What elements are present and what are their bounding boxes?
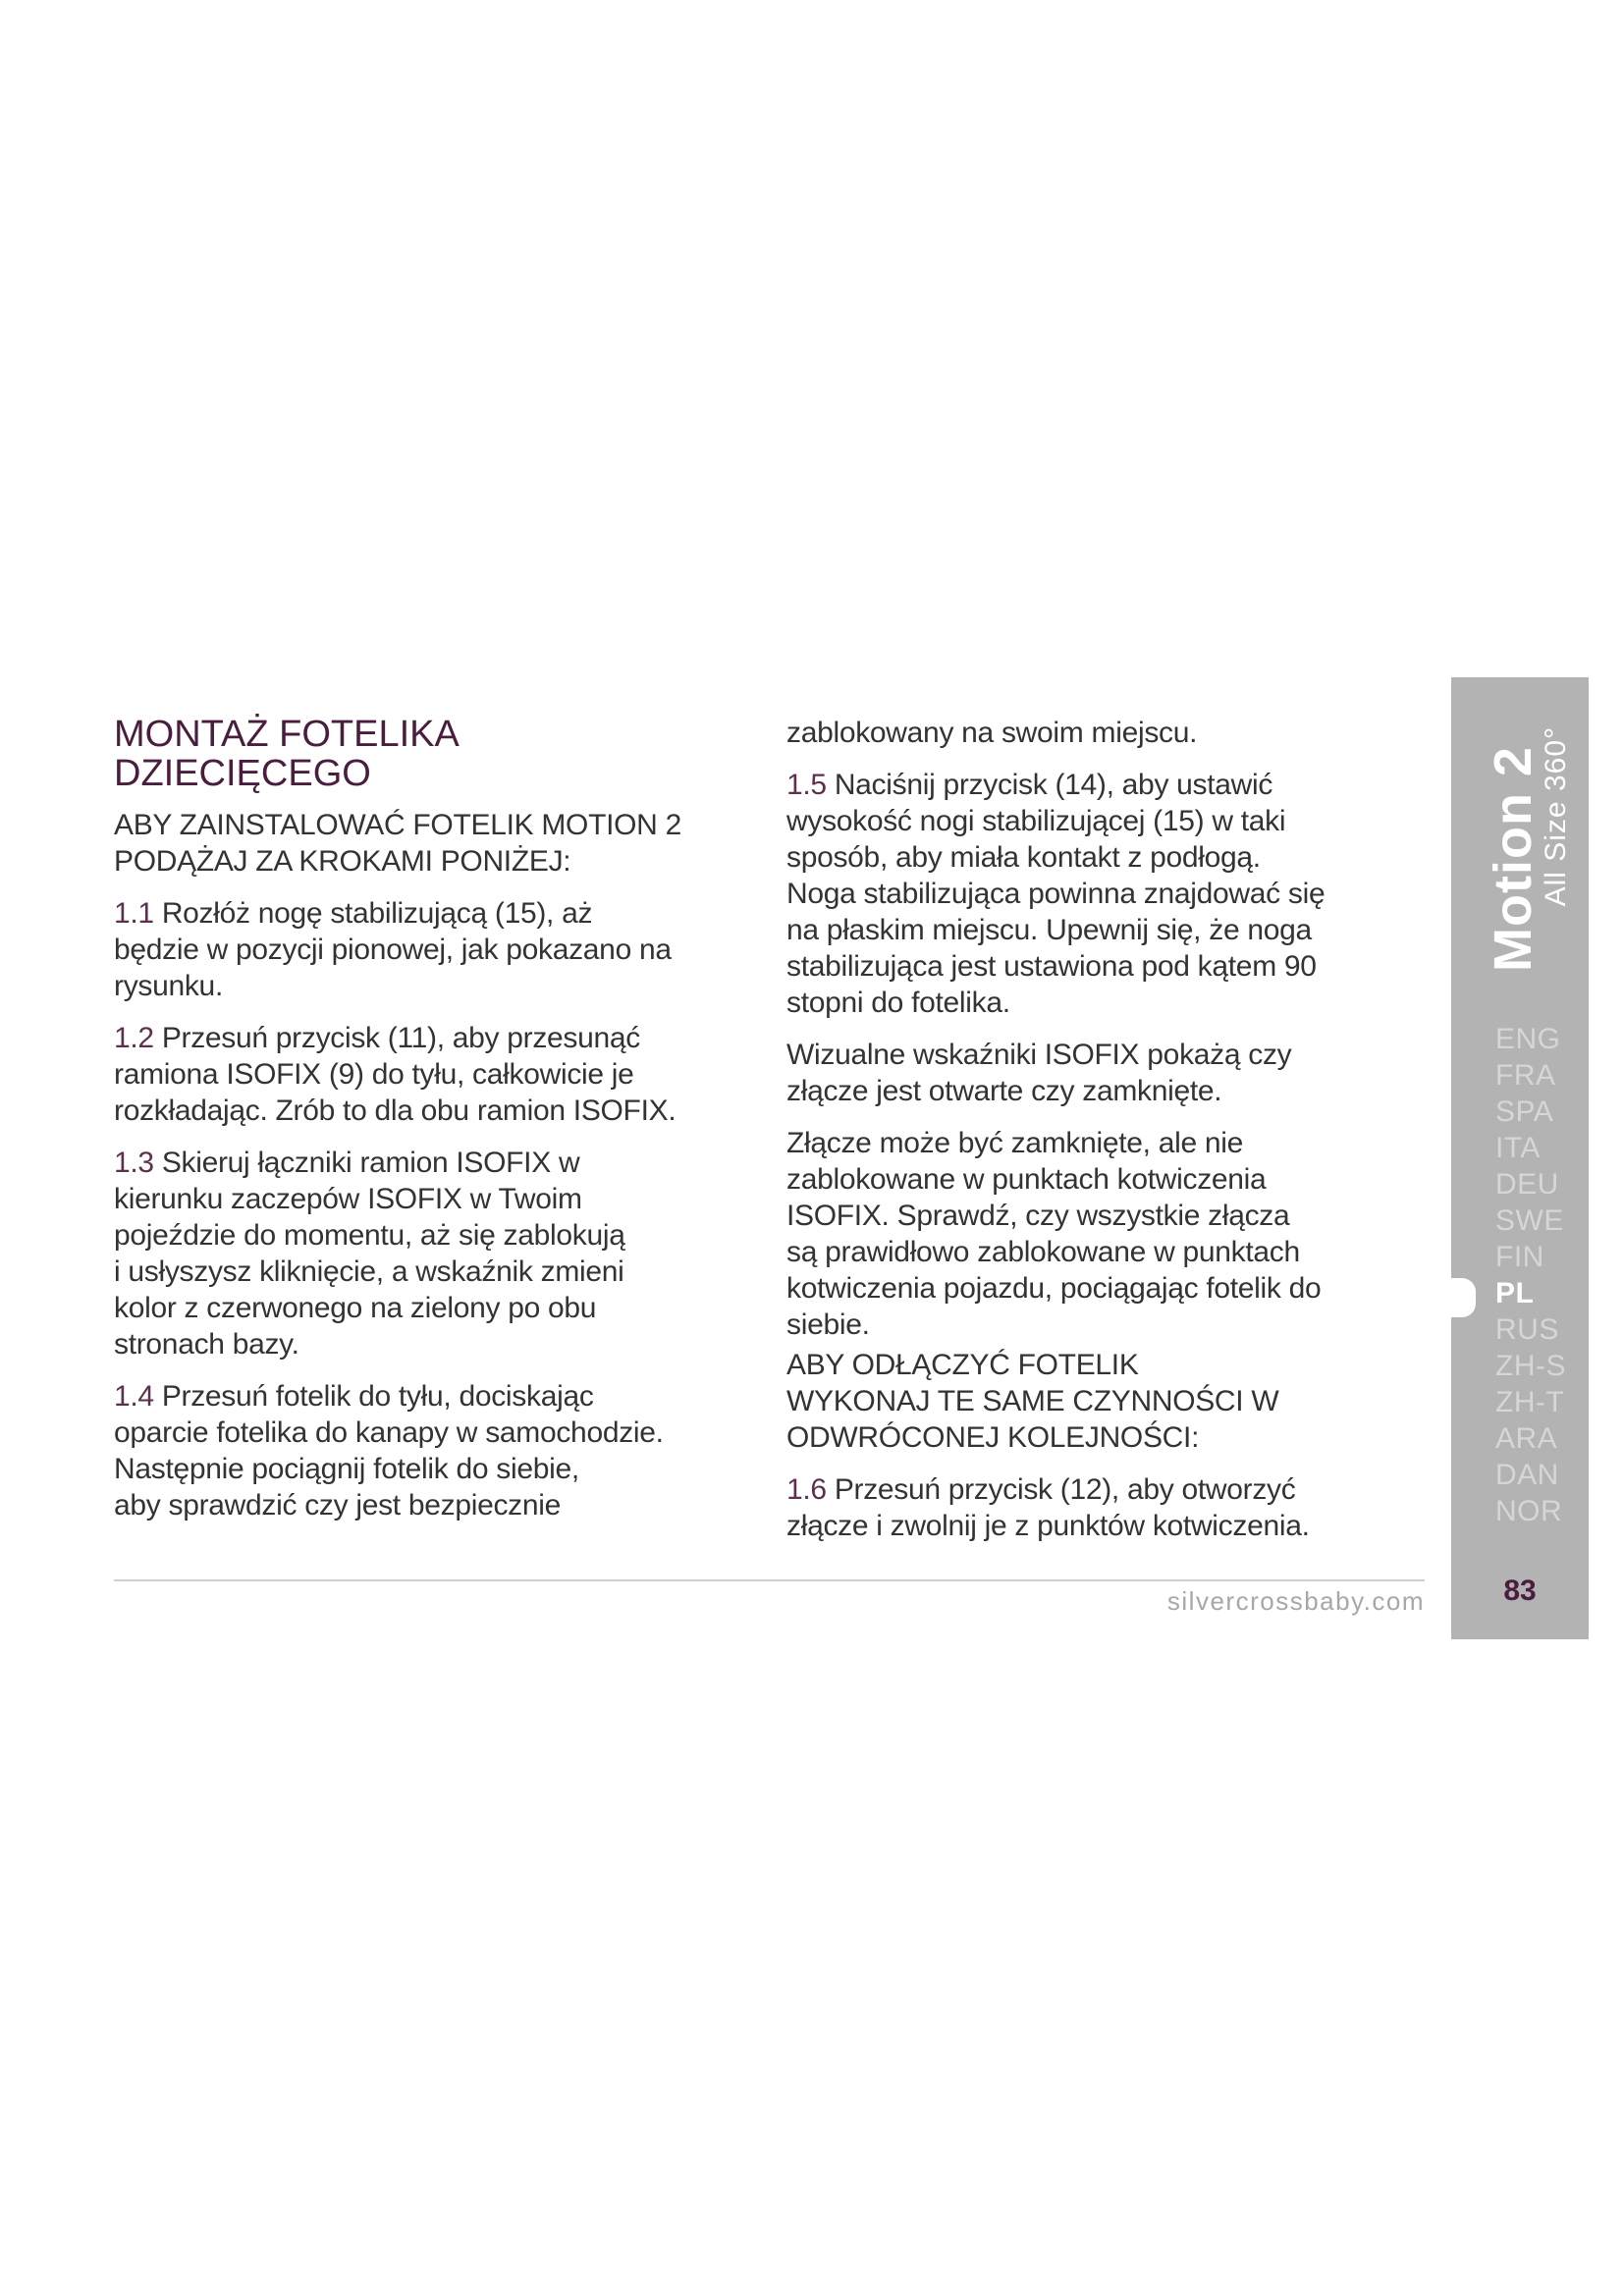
step-text-line: kolor z czerwonego na zielony po obu bbox=[114, 1292, 597, 1324]
paragraph-line: złącze jest otwarte czy zamknięte. bbox=[786, 1075, 1222, 1107]
paragraph-line: są prawidłowo zablokowane w punktach bbox=[786, 1236, 1300, 1268]
active-language-tab bbox=[1436, 1278, 1476, 1317]
step-text-line: oparcie fotelika do kanapy w samochodzie. bbox=[114, 1416, 664, 1449]
intro-heading-line: PODĄŻAJ ZA KROKAMI PONIŻEJ: bbox=[114, 845, 571, 878]
product-model: Motion 2 bbox=[1484, 746, 1543, 972]
detach-heading-line: ODWRÓCONEJ KOLEJNOŚCI: bbox=[786, 1421, 1200, 1454]
step-text-line: stronach bazy. bbox=[114, 1328, 299, 1361]
step-number: 1.3 bbox=[114, 1147, 154, 1179]
paragraph-line: kotwiczenia pojazdu, pociągając fotelik do bbox=[786, 1272, 1322, 1305]
check-paragraph bbox=[786, 1125, 1376, 1343]
language-item[interactable]: ITA bbox=[1495, 1132, 1541, 1164]
language-item[interactable]: ENG bbox=[1495, 1023, 1561, 1055]
language-list bbox=[1495, 1021, 1566, 1529]
language-item-active[interactable]: PL bbox=[1495, 1277, 1535, 1309]
step-1-4 bbox=[114, 1378, 723, 1523]
step-number: 1.6 bbox=[786, 1473, 827, 1506]
language-item[interactable]: DAN bbox=[1495, 1459, 1559, 1491]
language-item[interactable]: ZH-S bbox=[1495, 1350, 1566, 1382]
step-text-line: Przesuń przycisk (11), aby przesunąć bbox=[161, 1022, 640, 1054]
step-text-line: złącze i zwolnij je z punktów kotwiczenia. bbox=[786, 1510, 1310, 1542]
language-item[interactable]: RUS bbox=[1495, 1313, 1559, 1346]
step-text-line: stopni do fotelika. bbox=[786, 987, 1010, 1019]
paragraph-line: ISOFIX. Sprawdź, czy wszystkie złącza bbox=[786, 1200, 1290, 1232]
product-brand bbox=[1483, 726, 1572, 972]
step-text-line: Naciśnij przycisk (14), aby ustawić bbox=[834, 769, 1273, 801]
detach-heading bbox=[786, 1347, 1376, 1456]
detach-heading-line: ABY ODŁĄCZYĆ FOTELIK bbox=[786, 1349, 1139, 1381]
step-text-line: sposób, aby miała kontakt z podłogą. bbox=[786, 841, 1261, 874]
language-item[interactable]: FIN bbox=[1495, 1241, 1544, 1273]
product-subtitle: All Size 360° bbox=[1540, 726, 1572, 907]
page-title-line: DZIECIĘCEGO bbox=[114, 753, 371, 794]
language-item[interactable]: ZH-T bbox=[1495, 1386, 1565, 1418]
step-text-line: będzie w pozycji pionowej, jak pokazano na bbox=[114, 934, 672, 966]
footer-divider bbox=[114, 1579, 1425, 1581]
intro-heading-line: ABY ZAINSTALOWAĆ FOTELIK MOTION 2 bbox=[114, 809, 681, 841]
step-text-line: stabilizująca jest ustawiona pod kątem 90 bbox=[786, 950, 1317, 983]
step-1-6 bbox=[786, 1471, 1376, 1544]
step-number: 1.1 bbox=[114, 897, 154, 930]
language-item[interactable]: ARA bbox=[1495, 1422, 1558, 1455]
step-text-line: rysunku. bbox=[114, 970, 223, 1002]
left-column bbox=[114, 715, 723, 1539]
footer-url: silvercrossbaby.com bbox=[1166, 1586, 1425, 1616]
paragraph-line: Wizualne wskaźniki ISOFIX pokażą czy bbox=[786, 1039, 1292, 1071]
indicators-paragraph bbox=[786, 1037, 1376, 1109]
step-text-line: Przesuń przycisk (12), aby otworzyć bbox=[834, 1473, 1296, 1506]
step-text-line: Rozłóż nogę stabilizującą (15), aż bbox=[161, 897, 593, 930]
step-text-line: ramiona ISOFIX (9) do tyłu, całkowicie je bbox=[114, 1058, 634, 1091]
language-item[interactable]: FRA bbox=[1495, 1059, 1556, 1092]
step-number: 1.2 bbox=[114, 1022, 154, 1054]
page-title bbox=[114, 715, 723, 793]
step-text-line: na płaskim miejscu. Upewnij się, że noga bbox=[786, 914, 1312, 946]
step-1-4-continuation: zablokowany na swoim miejscu. bbox=[786, 717, 1198, 749]
step-number: 1.4 bbox=[114, 1380, 154, 1413]
step-text-line: Przesuń fotelik do tyłu, dociskając bbox=[161, 1380, 594, 1413]
step-1-3 bbox=[114, 1145, 723, 1362]
step-text-line: i usłyszysz kliknięcie, a wskaźnik zmieni bbox=[114, 1255, 624, 1288]
step-text-line: Następnie pociągnij fotelik do siebie, bbox=[114, 1453, 579, 1485]
intro-heading bbox=[114, 807, 723, 880]
page-number: 83 bbox=[1503, 1575, 1537, 1607]
language-item[interactable]: SWE bbox=[1495, 1204, 1564, 1237]
step-text-line: rozkładając. Zrób to dla obu ramion ISOFIX. bbox=[114, 1095, 677, 1127]
step-number: 1.5 bbox=[786, 769, 827, 801]
step-text-line: pojeździe do momentu, aż się zablokują bbox=[114, 1219, 625, 1252]
step-1-1 bbox=[114, 895, 723, 1004]
paragraph-line: siebie. bbox=[786, 1308, 870, 1341]
step-1-2 bbox=[114, 1020, 723, 1129]
language-item[interactable]: DEU bbox=[1495, 1168, 1559, 1201]
step-text-line: Noga stabilizująca powinna znajdować się bbox=[786, 878, 1326, 910]
step-text-line: kierunku zaczepów ISOFIX w Twoim bbox=[114, 1183, 582, 1215]
right-column bbox=[786, 715, 1376, 1560]
step-1-5 bbox=[786, 767, 1376, 1021]
step-text-line: aby sprawdzić czy jest bezpiecznie bbox=[114, 1489, 562, 1522]
page-title-line: MONTAŻ FOTELIKA bbox=[114, 714, 460, 755]
paragraph-line: Złącze może być zamknięte, ale nie bbox=[786, 1127, 1244, 1159]
detach-heading-line: WYKONAJ TE SAME CZYNNOŚCI W bbox=[786, 1385, 1279, 1417]
language-item[interactable]: SPA bbox=[1495, 1095, 1554, 1128]
step-text-line: Skieruj łączniki ramion ISOFIX w bbox=[161, 1147, 580, 1179]
language-item[interactable]: NOR bbox=[1495, 1495, 1563, 1527]
paragraph-line: zablokowane w punktach kotwiczenia bbox=[786, 1163, 1267, 1196]
step-text-line: wysokość nogi stabilizującej (15) w taki bbox=[786, 805, 1286, 837]
